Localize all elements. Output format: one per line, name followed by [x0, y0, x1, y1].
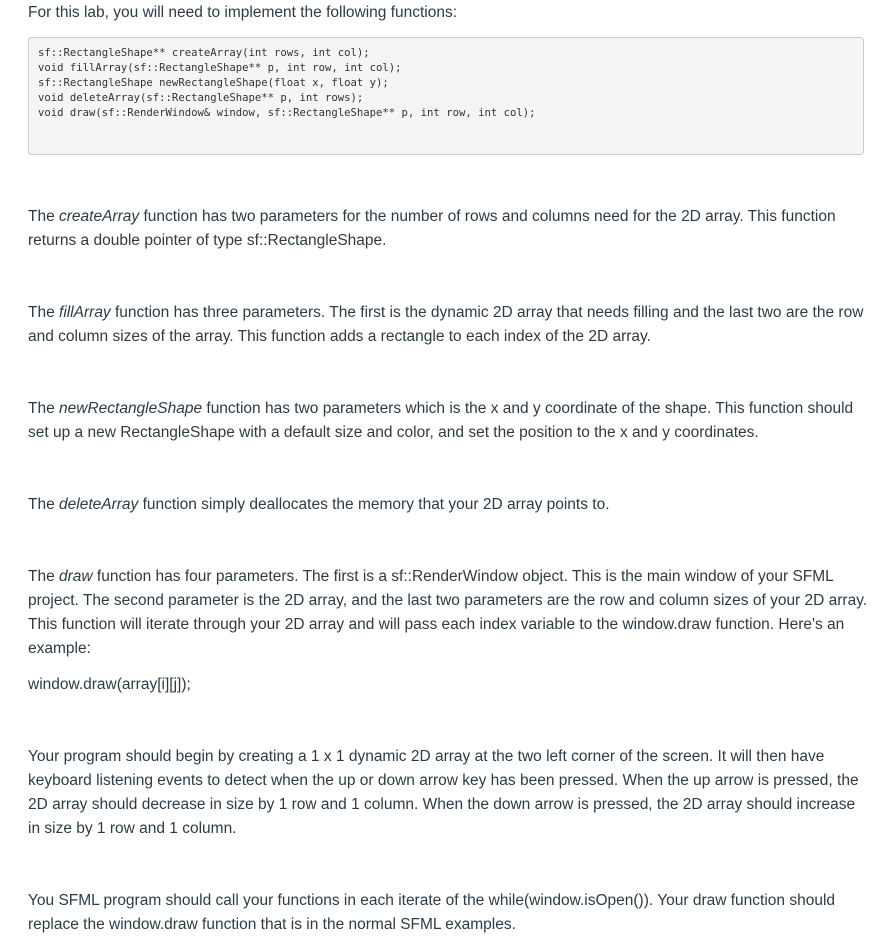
code-block — [28, 37, 864, 155]
sfml-loop-paragraph: You SFML program should call your functions in each iterate of the while(window.isOpen()). Your draw function should replace the window.draw function that is in the normal SFML examples. — [28, 892, 836, 933]
paragraph-prefix: The — [28, 496, 60, 513]
paragraph-body: function has two parameters which is the x and y coordinate of the shape. This function should set up a new RectangleShape with a default size and color, and set the position to the x and y coordinates. — [28, 400, 854, 441]
draw-paragraph — [28, 565, 868, 661]
code-line: void draw(sf::RenderWindow& window, sf::RectangleShape** p, int row, int col); — [38, 107, 536, 119]
paragraph-body: function has three parameters. The first is the dynamic 2D array that needs filling and the last two are the row and column sizes of the array. This function adds a rectangle to each index of the 2D array. — [28, 304, 864, 345]
paragraph-prefix: The — [28, 400, 60, 417]
function-name: createArray — [59, 208, 140, 225]
code-line: sf::RectangleShape** createArray(int rows, int col); — [38, 47, 370, 59]
fill-array-paragraph — [28, 301, 868, 349]
new-rectangle-shape-paragraph — [28, 397, 868, 445]
intro-text: For this lab, you will need to implement the following functions: — [28, 4, 458, 21]
paragraph-body: function has two parameters for the number of rows and columns need for the 2D array. This function returns a double pointer of type sf::RectangleShape. — [28, 208, 836, 249]
example-code-text: window.draw(array[i][j]); — [28, 676, 191, 693]
code-line: void fillArray(sf::RectangleShape** p, int row, int col); — [38, 62, 402, 74]
program-behavior-paragraph: Your program should begin by creating a 1 x 1 dynamic 2D array at the two left corner of the screen. It will then have keyboard listening events to detect when the up or down arrow key has been pressed. When the up arrow is pressed, the 2D array should decrease in size by 1 row and 1 column. When the down arrow is pressed, the 2D array should increase in size by 1 row and 1 column. — [28, 748, 859, 837]
code-line: void deleteArray(sf::RectangleShape** p, int rows); — [38, 92, 364, 104]
paragraph-prefix: The — [28, 208, 60, 225]
function-name: newRectangleShape — [59, 400, 203, 417]
paragraph-body: function has four parameters. The first is a sf::RenderWindow object. This is the main window of your SFML project. The second parameter is the 2D array, and the last two parameters are the row and column sizes of your 2D array. This function will iterate through your 2D array and will pass each index variable to the window.draw function. Here's an example: — [28, 568, 868, 657]
delete-array-paragraph — [28, 493, 868, 517]
code-line: sf::RectangleShape newRectangleShape(float x, float y); — [38, 77, 389, 89]
function-name: draw — [59, 568, 93, 585]
function-name: deleteArray — [59, 496, 139, 513]
create-array-paragraph — [28, 205, 868, 253]
paragraph-prefix: The — [28, 304, 60, 321]
paragraph-prefix: The — [28, 568, 60, 585]
function-name: fillArray — [59, 304, 111, 321]
paragraph-body: function simply deallocates the memory that your 2D array points to. — [138, 496, 610, 513]
